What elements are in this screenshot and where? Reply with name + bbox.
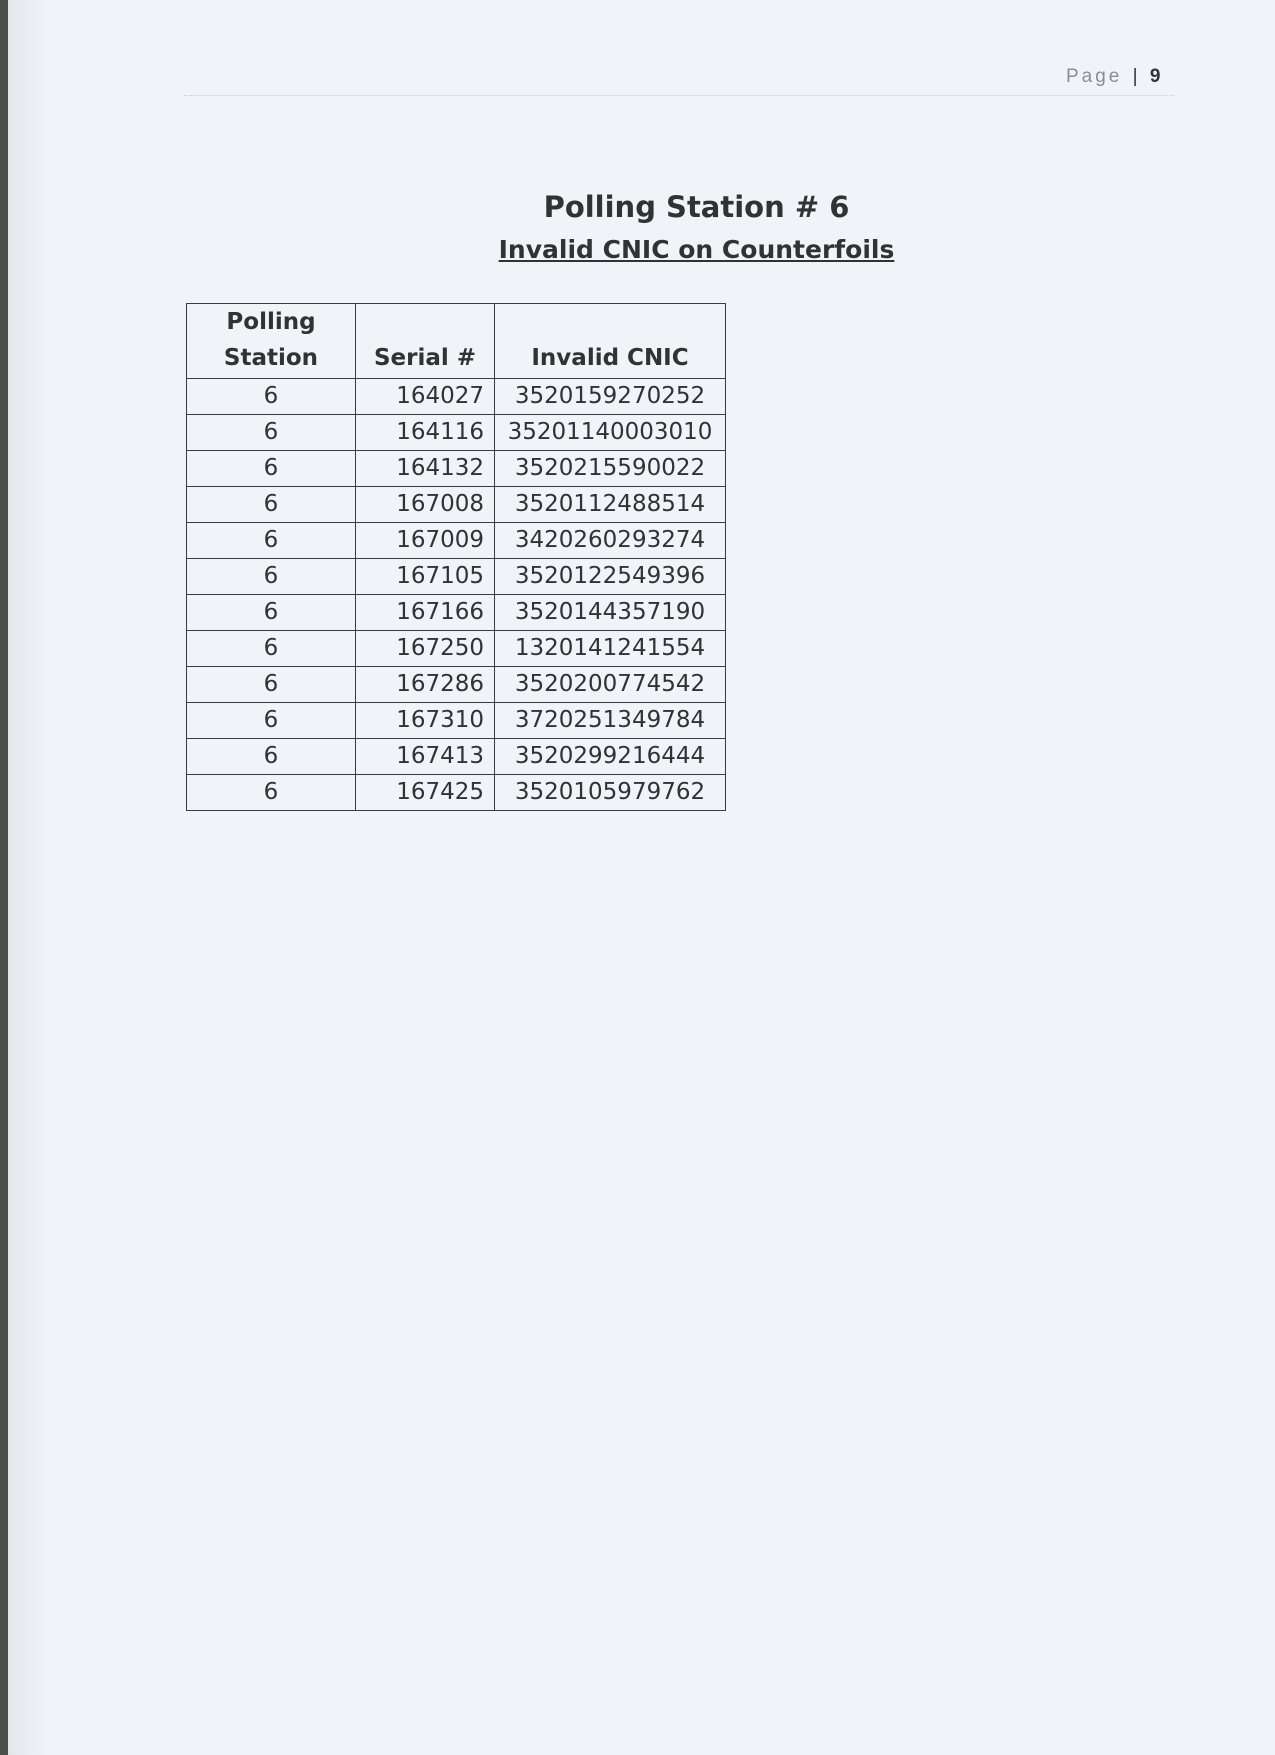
cell-invalid-cnic: 3520122549396 — [495, 559, 726, 595]
cell-invalid-cnic: 3520299216444 — [495, 739, 726, 775]
table-row — [187, 595, 726, 631]
table-row — [187, 667, 726, 703]
column-header-polling-station: Polling Station — [187, 304, 356, 379]
cell-polling-station: 6 — [187, 775, 356, 811]
cell-invalid-cnic: 3520215590022 — [495, 451, 726, 487]
cell-serial: 164132 — [356, 451, 495, 487]
table-body — [187, 379, 726, 811]
cell-invalid-cnic: 3520159270252 — [495, 379, 726, 415]
cell-serial: 167008 — [356, 487, 495, 523]
invalid-cnic-table — [186, 303, 726, 811]
document-title: Polling Station # 6 — [543, 190, 850, 224]
cell-invalid-cnic: 3520112488514 — [495, 487, 726, 523]
table-row — [187, 631, 726, 667]
cell-polling-station: 6 — [187, 523, 356, 559]
table-row — [187, 703, 726, 739]
cell-polling-station: 6 — [187, 631, 356, 667]
cell-serial: 167166 — [356, 595, 495, 631]
cell-polling-station: 6 — [187, 415, 356, 451]
cell-polling-station: 6 — [187, 595, 356, 631]
cell-polling-station: 6 — [187, 451, 356, 487]
cell-invalid-cnic: 3420260293274 — [495, 523, 726, 559]
table-row — [187, 775, 726, 811]
page-separator: | — [1132, 66, 1138, 87]
table-header-row — [187, 304, 726, 379]
cell-polling-station: 6 — [187, 739, 356, 775]
cell-polling-station: 6 — [187, 703, 356, 739]
table-row — [187, 379, 726, 415]
cell-invalid-cnic: 3520200774542 — [495, 667, 726, 703]
column-header-invalid-cnic: Invalid CNIC — [495, 304, 726, 379]
table-row — [187, 559, 726, 595]
cell-serial: 167310 — [356, 703, 495, 739]
cell-invalid-cnic: 35201140003010 — [495, 415, 726, 451]
cell-invalid-cnic: 3520144357190 — [495, 595, 726, 631]
cell-polling-station: 6 — [187, 559, 356, 595]
cell-serial: 167105 — [356, 559, 495, 595]
cell-serial: 167286 — [356, 667, 495, 703]
cell-serial: 167413 — [356, 739, 495, 775]
cell-serial: 167250 — [356, 631, 495, 667]
table-row — [187, 739, 726, 775]
cell-serial: 167009 — [356, 523, 495, 559]
document-subtitle: Invalid CNIC on Counterfoils — [498, 235, 895, 264]
cell-serial: 167425 — [356, 775, 495, 811]
table-row — [187, 487, 726, 523]
page-header — [1066, 66, 1160, 88]
cell-invalid-cnic: 3520105979762 — [495, 775, 726, 811]
cell-polling-station: 6 — [187, 487, 356, 523]
cell-invalid-cnic: 1320141241554 — [495, 631, 726, 667]
cell-polling-station: 6 — [187, 667, 356, 703]
table-row — [187, 415, 726, 451]
page-word: Page — [1066, 66, 1123, 87]
page-number: 9 — [1149, 66, 1161, 87]
table-row — [187, 523, 726, 559]
header-rule — [184, 95, 1174, 96]
cell-invalid-cnic: 3720251349784 — [495, 703, 726, 739]
column-header-serial: Serial # — [356, 304, 495, 379]
table-row — [187, 451, 726, 487]
cell-polling-station: 6 — [187, 379, 356, 415]
cell-serial: 164027 — [356, 379, 495, 415]
cell-serial: 164116 — [356, 415, 495, 451]
